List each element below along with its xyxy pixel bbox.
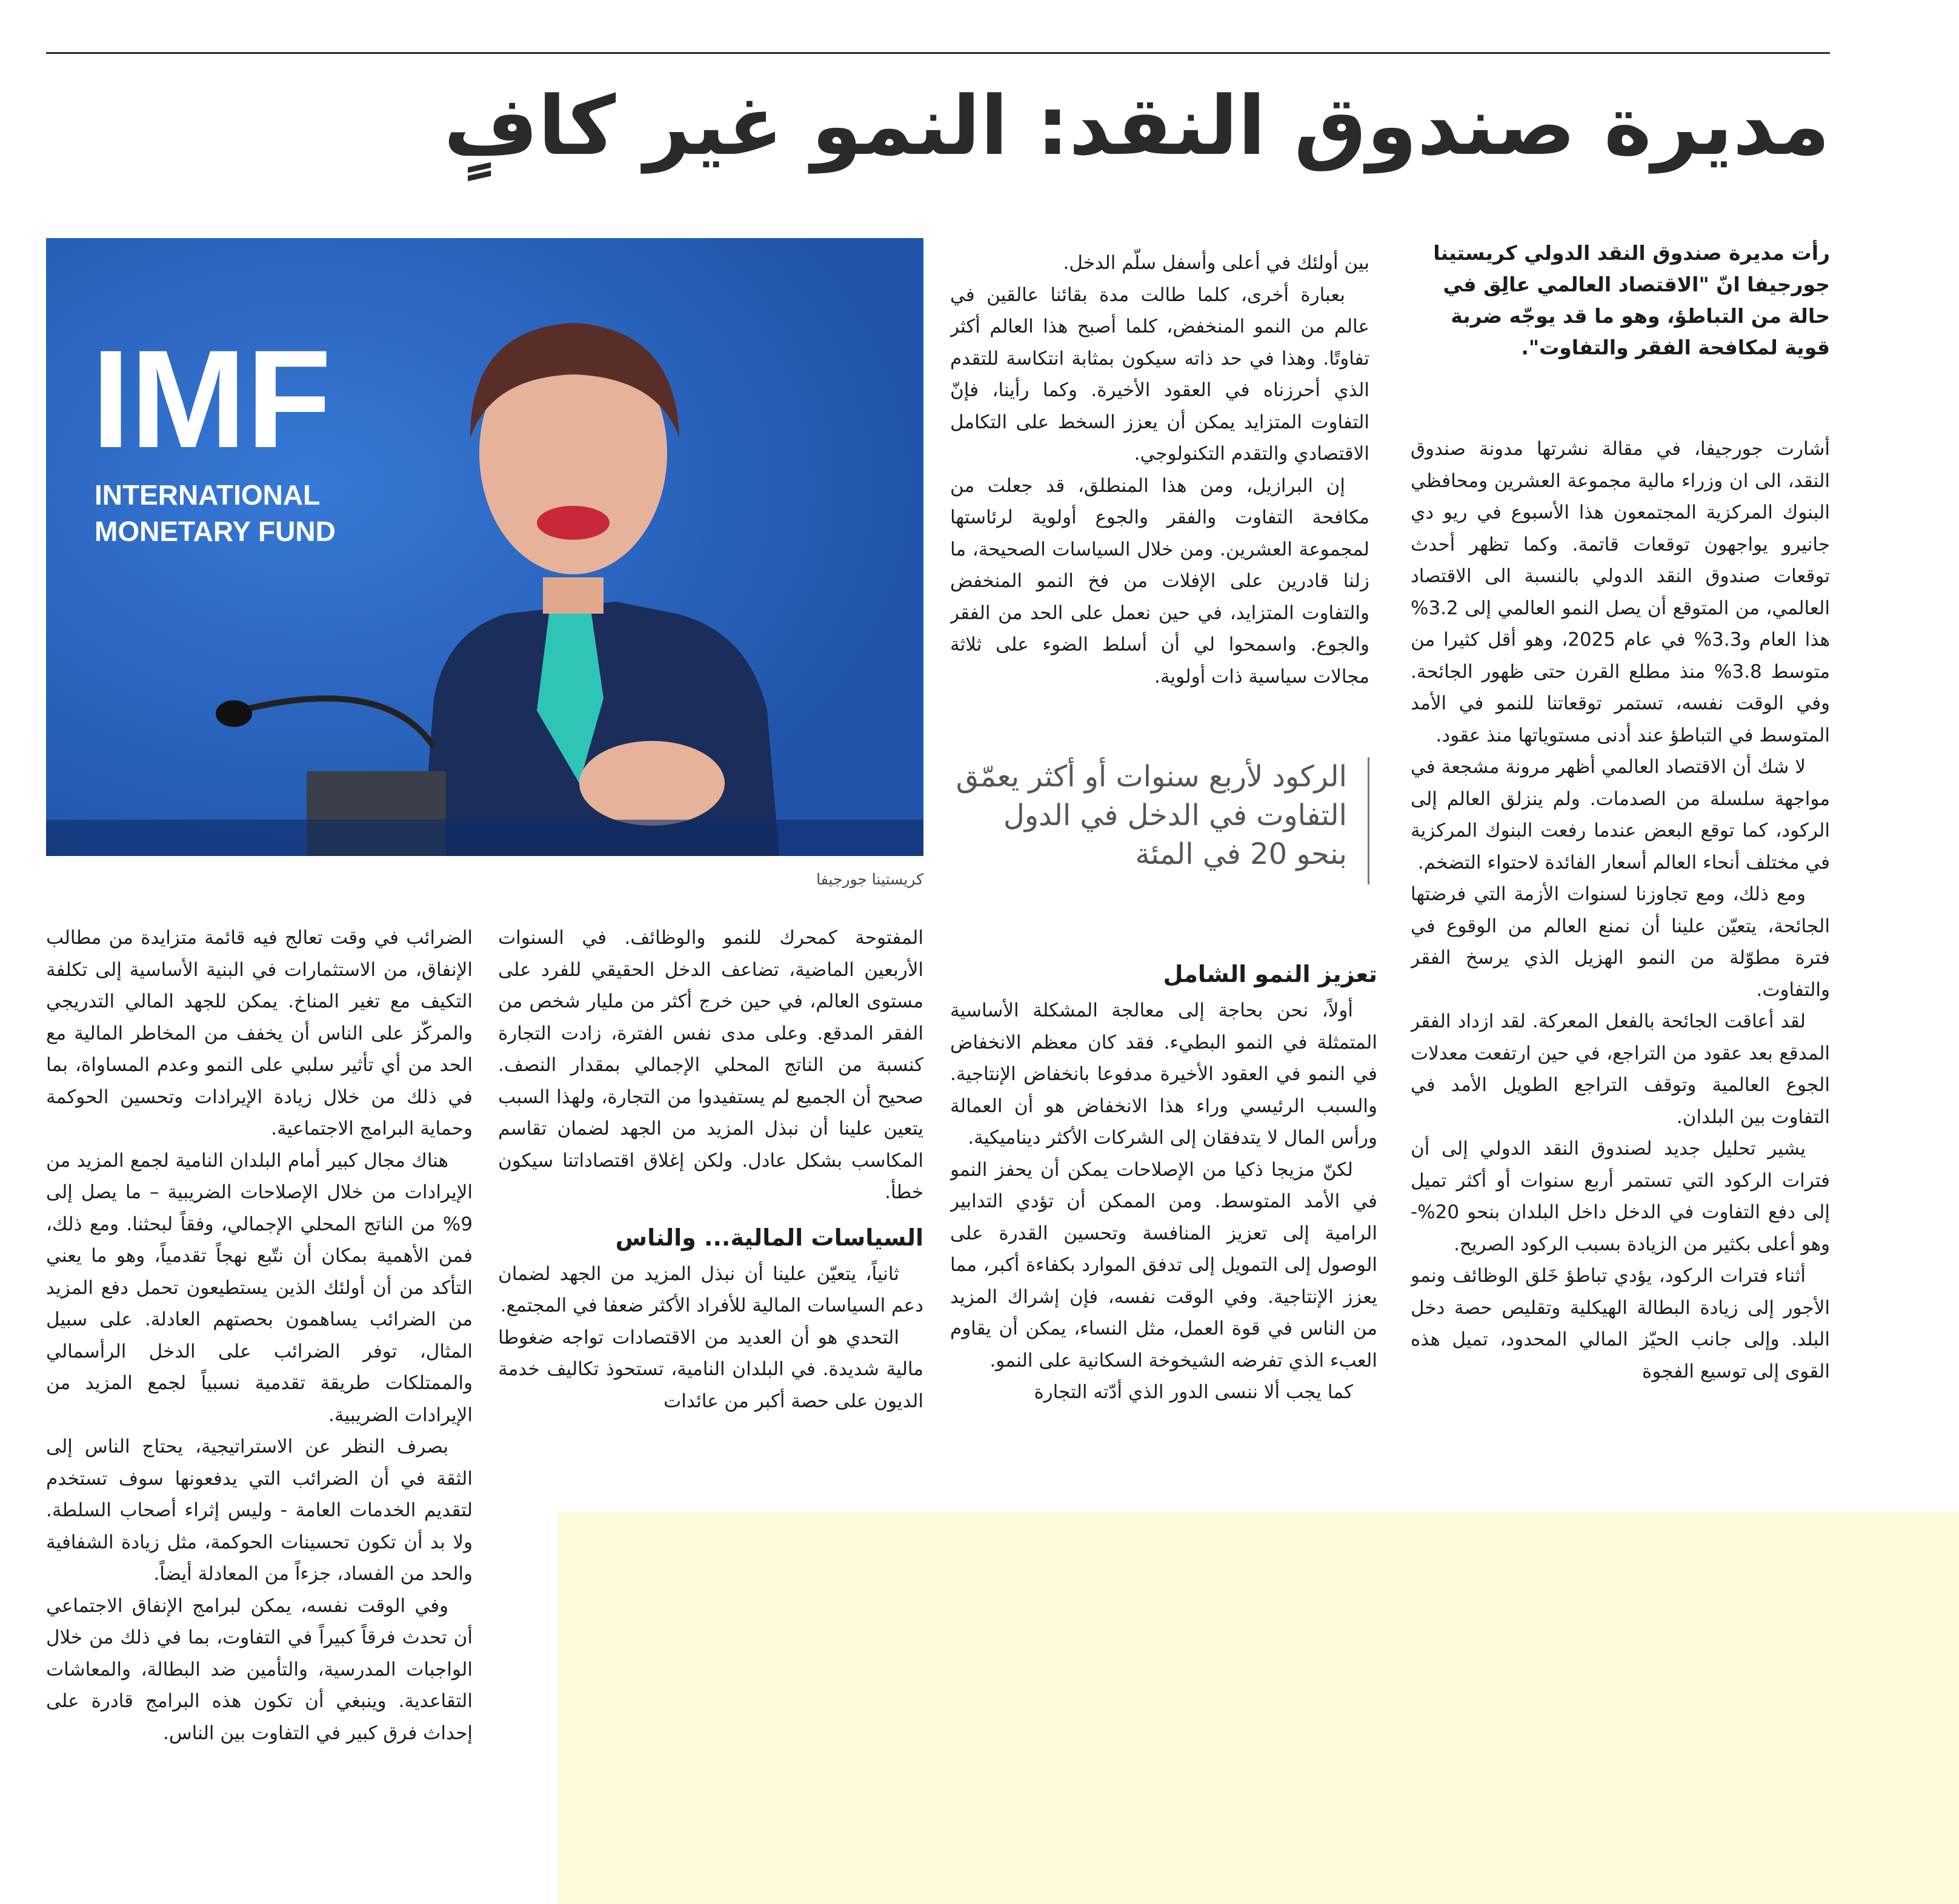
paragraph: إن البرازيل، ومن هذا المنطلق، قد جعلت من مكافحة التفاوت والفقر والجوع أولوية لرئاستها لمجموعة العشرين. ومن خلال السياسات الصحيحة، ما زلنا قادرين على الإفلات من فخ النمو المنخفض والتفاوت المتزايد، في حين نعمل على الحد من الفقر والجوع. واسمحوا لي أن أسلط الضوء على ثلاثة مجالات سياسية ذات أولوية.	[950, 474, 1369, 688]
blank-ad-space	[557, 1512, 1959, 1904]
headline: مديرة صندوق النقد: النمو غير كافٍ	[444, 79, 1830, 173]
paragraph: وفي الوقت نفسه، يمكن لبرامج الإنفاق الاجتماعي أن تحدث فرقاً كبيراً في التفاوت، بما في ذلك من خلال الواجبات المدرسية، والتأمين ضد البطالة، والمعاشات التقاعدية. وينبغي أن تكون هذه البرامج قادرة على إحداث فرق كبير في التفاوت بين الناس.	[46, 1594, 473, 1744]
mouth-shape	[537, 506, 610, 540]
paragraph: أثناء فترات الركود، يؤدي تباطؤ خَلق الوظائف ونمو الأجور إلى زيادة البطالة الهيكلية وتقليص حصة دخل البلد. وإلى جانب الحيّز المالي المحدود، تميل هذه القوى إلى توسيع الفجوة	[1411, 1265, 1830, 1382]
paragraph: أشارت جورجيفا، في مقالة نشرتها مدونة صندوق النقد، الى ان وزراء مالية مجموعة العشرين ومحافظي البنوك المركزية المجتمعون هذا الأسبوع في ريو دي جانيرو يواجهون توقعات قاتمة. وكما تظهر أحدث توقعات صندوق النقد الدولي بالنسبة الى الاقتصاد العالمي، من المتوقع أن يصل النمو العالمي إلى 3.2% هذا العام و3.3% في عام 2025، وهو أقل كثيرا من متوسط 3.8% منذ مطلع القرن حتى ظهور الجائحة. وفي الوقت نفسه، تستمر توقعاتنا للنمو في الأمد المتوسط في التباطؤ عند أدنى مستوياتها منذ عقود.	[1411, 438, 1830, 746]
imf-logo-text: IMF	[91, 321, 331, 477]
paragraph: بين أولئك في أعلى وأسفل سلّم الدخل.	[1063, 252, 1369, 274]
column-1	[1411, 433, 1830, 1518]
photo-caption: كريستينا جورجيفا	[816, 871, 923, 888]
hands-shape	[579, 741, 725, 826]
paragraph: ثانياً، يتعيّن علينا أن نبذل المزيد من الجهد لضمان دعم السياسات المالية للأفراد الأكثر ضعفا في المجتمع.	[498, 1262, 923, 1316]
paragraph: لا شك أن الاقتصاد العالمي أظهر مرونة مشجعة في مواجهة سلسلة من الصدمات. ولم ينزلق العالم إلى الركود، كما توقع البعض عندما رفعت البنوك المركزية في مختلف أنحاء العالم أسعار الفائدة لاحتواء التضخم.	[1411, 756, 1830, 874]
pull-quote: الركود لأربع سنوات أو أكثر يعمّق التفاوت في الدخل في الدول بنحو 20 في المئة	[945, 757, 1369, 884]
paragraph: التحدي هو أن العديد من الاقتصادات تواجه ضغوطا مالية شديدة. في البلدان النامية، تستحوذ تكاليف خدمة الديون على حصة أكبر من عائدات	[498, 1326, 923, 1412]
column-2-bottom	[950, 945, 1377, 1527]
photo-illustration	[46, 238, 923, 856]
article-photo	[46, 238, 923, 856]
column-2-top	[950, 247, 1369, 732]
paragraph: أولاً، نحن بحاجة إلى معالجة المشكلة الأساسية المتمثلة في النمو البطيء. فقد كان معظم الانخفاض في النمو في العقود الأخيرة مدفوعا بانخفاض الإنتاجية. والسبب الرئيسي وراء هذا الانخفاض هو أن العمالة ورأس المال لا يتدفقان إلى الشركات الأكثر ديناميكية.	[950, 1000, 1377, 1149]
paragraph: بعبارة أخرى، كلما طالت مدة بقائنا عالقين في عالم من النمو المنخفض، كلما أصبح هذا العالم أكثر تفاوتًا. وهذا في حد ذاته سيكون بمثابة انتكاسة للتقدم الذي أحرزناه في العقود الأخيرة. وكما رأينا، فإنّ التفاوت المتزايد يمكن أن يعزز السخط على التكامل الاقتصادي والتقدم التكنولوجي.	[950, 284, 1369, 465]
paragraph: لقد أعاقت الجائحة بالفعل المعركة. لقد ازداد الفقر المدقع بعد عقود من التراجع، في حين ارتفعت معدلات الجوع العالمية وتوقف التراجع الطويل الأمد في التفاوت بين البلدان.	[1411, 1010, 1830, 1128]
imf-logo-line2: MONETARY FUND	[95, 516, 336, 547]
paragraph: كما يجب ألا ننسى الدور الذي أدّته التجارة	[1034, 1381, 1353, 1403]
paragraph: بصرف النظر عن الاستراتيجية، يحتاج الناس إلى الثقة في أن الضرائب التي يدفعونها سوف تستخدم لتقديم الخدمات العامة - وليس إثراء أصحاب السلطة. ولا بد أن تكون تحسينات الحوكمة، مثل زيادة الشفافية والحد من الفساد، جزءاً من المعادلة أيضاً.	[46, 1436, 473, 1585]
paragraph: هناك مجال كبير أمام البلدان النامية لجمع المزيد من الإيرادات من خلال الإصلاحات الضريبية – ما يصل إلى 9% من الناتج المحلي الإجمالي، وفقاً لبحثنا. ومع ذلك، فمن الأهمية بمكان أن نتّبع نهجاً تقدمياً، وهو ما يعني التأكد من أن أولئك الذين يستطيعون تحمل دفع المزيد من الضرائب يساهمون بحصتهم العادلة. على سبيل المثال، توفر الضرائب على الدخل الرأسمالي والممتلكات طريقة تقدمية نسبياً لجمع المزيد من الإيرادات الضريبية.	[46, 1149, 473, 1426]
paragraph: ومع ذلك، ومع تجاوزنا لسنوات الأزمة التي فرضتها الجائحة، يتعيّن علينا أن نمنع العالم من الوقوع في فترة مطوّلة من النمو الهزيل الذي يرسخ الفقر والتفاوت.	[1411, 883, 1830, 1001]
section-heading: تعزيز النمو الشامل	[1163, 961, 1377, 987]
microphone-icon	[216, 700, 252, 727]
paragraph: الضرائب في وقت تعالج فيه قائمة متزايدة من مطالب الإنفاق، من الاستثمارات في البنية الأساسية إلى تكلفة التكيف مع تغير المناخ. يمكن للجهد المالي التدريجي والمركّز على الناس أن يخفف من المخاطر المالية مع الحد من أي تأثير سلبي على النمو وعدم المساواة، بما في ذلك من خلال زيادة الإيرادات وتحسين الحوكمة وحماية البرامج الاجتماعية.	[46, 927, 473, 1139]
jacket-shape	[422, 602, 779, 856]
column-3	[498, 922, 923, 1516]
standfirst: رأت مديرة صندوق النقد الدولي كريستينا جورجيفا انّ "الاقتصاد العالمي عالِق في حالة من التباطؤ، وهو ما قد يوجّه ضربة قوية لمكافحة الفقر والتفاوت".	[1433, 241, 1830, 359]
column-4	[46, 922, 473, 1855]
paragraph: يشير تحليل جديد لصندوق النقد الدولي إلى أن فترات الركود التي تستمر أربع سنوات أو أكثر تميل إلى دفع التفاوت في الدخل داخل البلدان بنحو 20%- وهو أعلى بكثير من الزيادة بسبب الركود الصريح.	[1411, 1138, 1830, 1255]
section-heading: السياسات المالية... والناس	[615, 1224, 923, 1251]
paragraph: المفتوحة كمحرك للنمو والوظائف. في السنوات الأربعين الماضية، تضاعف الدخل الحقيقي للفرد على مستوى العالم، في حين خرج أكثر من مليار شخص من الفقر المدقع. وعلى مدى نفس الفترة، زادت التجارة كنسبة من الناتج المحلي الإجمالي بمقدار النصف. صحيح أن الجميع لم يستفيدوا من التجارة، ولهذا السبب يتعين علينا أن نبذل المزيد من الجهد لضمان تقاسم المكاسب بشكل عادل. ولكن إغلاق اقتصاداتنا سيكون خطأ.	[498, 927, 923, 1203]
top-rule	[46, 52, 1830, 54]
paragraph: لكنّ مزيجا ذكيا من الإصلاحات يمكن أن يحفز النمو في الأمد المتوسط. ومن الممكن أن تؤدي التدابير الرامية إلى تعزيز المنافسة وتحسين القدرة على الوصول إلى التمويل إلى تدفق الموارد بكفاءة أكبر، مما يعزز الإنتاجية. وفي الوقت نفسه، فإن إشراك المزيد من الناس في قوة العمل، مثل النساء، يمكن أن يقاوم العبء الذي تفرضه الشيخوخة السكانية على النمو.	[950, 1158, 1377, 1372]
imf-logo-line1: INTERNATIONAL	[95, 479, 321, 511]
